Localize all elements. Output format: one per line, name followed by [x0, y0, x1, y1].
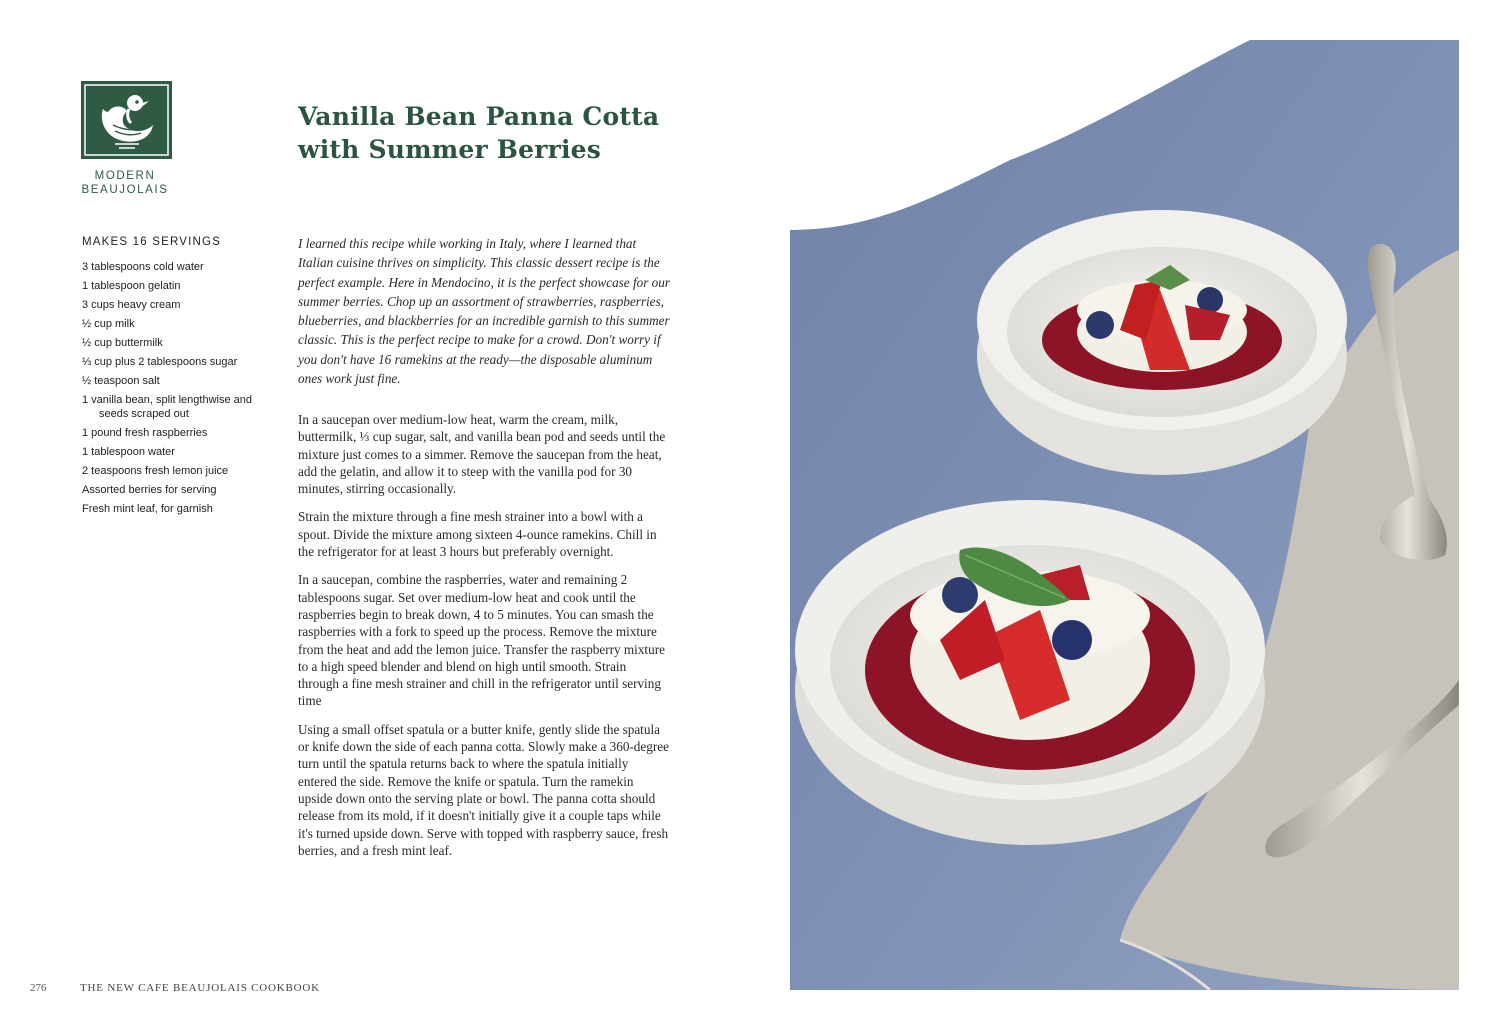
- ingredient-item: ½ cup milk: [82, 318, 135, 330]
- recipe-title-line1: Vanilla Bean Panna Cotta: [298, 102, 660, 131]
- ingredient-item: ½ teaspoon salt: [82, 375, 160, 387]
- panna-cotta-photo: [790, 40, 1459, 990]
- recipe-step: Using a small offset spatula or a butter knife, gently slide the spatula or knife down the side of each panna cotta. Slowly make a 360-degree turn until the spatula returns back to where the spatula initially entered the side. Remove the knife or spatula. Turn the ramekin upside down onto the serving plate or bowl. The panna cotta should release from its mold, if it doesn't initially give it a couple taps while it's turned upside down. Serve with topped with raspberry sauce, fresh berries, and a fresh mint leaf.: [298, 721, 669, 858]
- ingredient-item: ⅓ cup plus 2 tablespoons sugar: [82, 356, 238, 368]
- recipe-step: Strain the mixture through a fine mesh strainer into a bowl with a spout. Divide the mixture among sixteen 4-ounce ramekins. Chill in the refrigerator for at least 3 hours but preferably overnight.: [298, 509, 657, 560]
- recipe-title: [298, 100, 718, 166]
- ingredient-item: 1 tablespoon gelatin: [82, 280, 181, 292]
- recipe-intro: I learned this recipe while working in Italy, where I learned that Italian cuisine thrives on simplicity. This classic dessert recipe is the perfect example. Here in Mendocino, it is the perfect showcase for our summer berries. Chop up an assortment of strawberries, raspberries, blueberries, and blackberries for an incredible garnish to this summer classic. This is the perfect recipe to make for a crowd. Don't worry if you don't have 16 ramekins at the ready—the disposable aluminum ones work just fine.: [298, 236, 670, 387]
- ingredient-item: 1 vanilla bean, split lengthwise and seeds scraped out: [82, 394, 253, 420]
- running-footer-title: THE NEW CAFE BEAUJOLAIS COOKBOOK: [80, 982, 320, 994]
- recipe-step: In a saucepan over medium-low heat, warm the cream, milk, buttermilk, ⅓ cup sugar, salt, and vanilla bean pod and seeds until the mixture just comes to a simmer. Remove the saucepan from the heat, add the gelatin, and allow it to steep with the vanilla pod for 30 minutes, stirring occasionally.: [298, 412, 666, 497]
- page-number: 276: [30, 982, 47, 994]
- ingredient-item: 2 teaspoons fresh lemon juice: [82, 464, 229, 477]
- ingredient-list: [82, 261, 282, 522]
- logo-caption: [72, 169, 178, 197]
- ingredient-item: ½ cup buttermilk: [82, 337, 163, 349]
- ingredient-item: 1 pound fresh raspberries: [82, 426, 208, 439]
- right-page: [790, 0, 1500, 1031]
- recipe-steps: [298, 411, 670, 870]
- bird-emblem-icon: [81, 81, 172, 159]
- ingredient-item: 3 cups heavy cream: [82, 299, 181, 311]
- logo-caption-line2: BEAUJOLAIS: [81, 184, 169, 196]
- recipe-title-line2: with Summer Berries: [298, 135, 602, 164]
- ingredient-item: 1 tablespoon water: [82, 445, 175, 458]
- ingredient-item: Assorted berries for serving: [82, 483, 217, 496]
- ingredient-item: Fresh mint leaf, for garnish: [82, 502, 213, 515]
- ingredient-item: 3 tablespoons cold water: [82, 261, 204, 273]
- logo-caption-line1: MODERN: [94, 170, 156, 182]
- recipe-step: In a saucepan, combine the raspberries, water and remaining 2 tablespoons sugar. Set over medium-low heat and cook until the raspberries begin to break down, 4 to 5 minutes. You can smash the raspberries with a fork to speed up the process. Remove the mixture from the heat and add the lemon juice. Transfer the raspberry mixture to a high speed blender and blend on high until smooth. Strain through a fine mesh strainer and chill in the refrigerator until serving time: [298, 572, 665, 709]
- servings-label: MAKES 16 SERVINGS: [82, 236, 222, 248]
